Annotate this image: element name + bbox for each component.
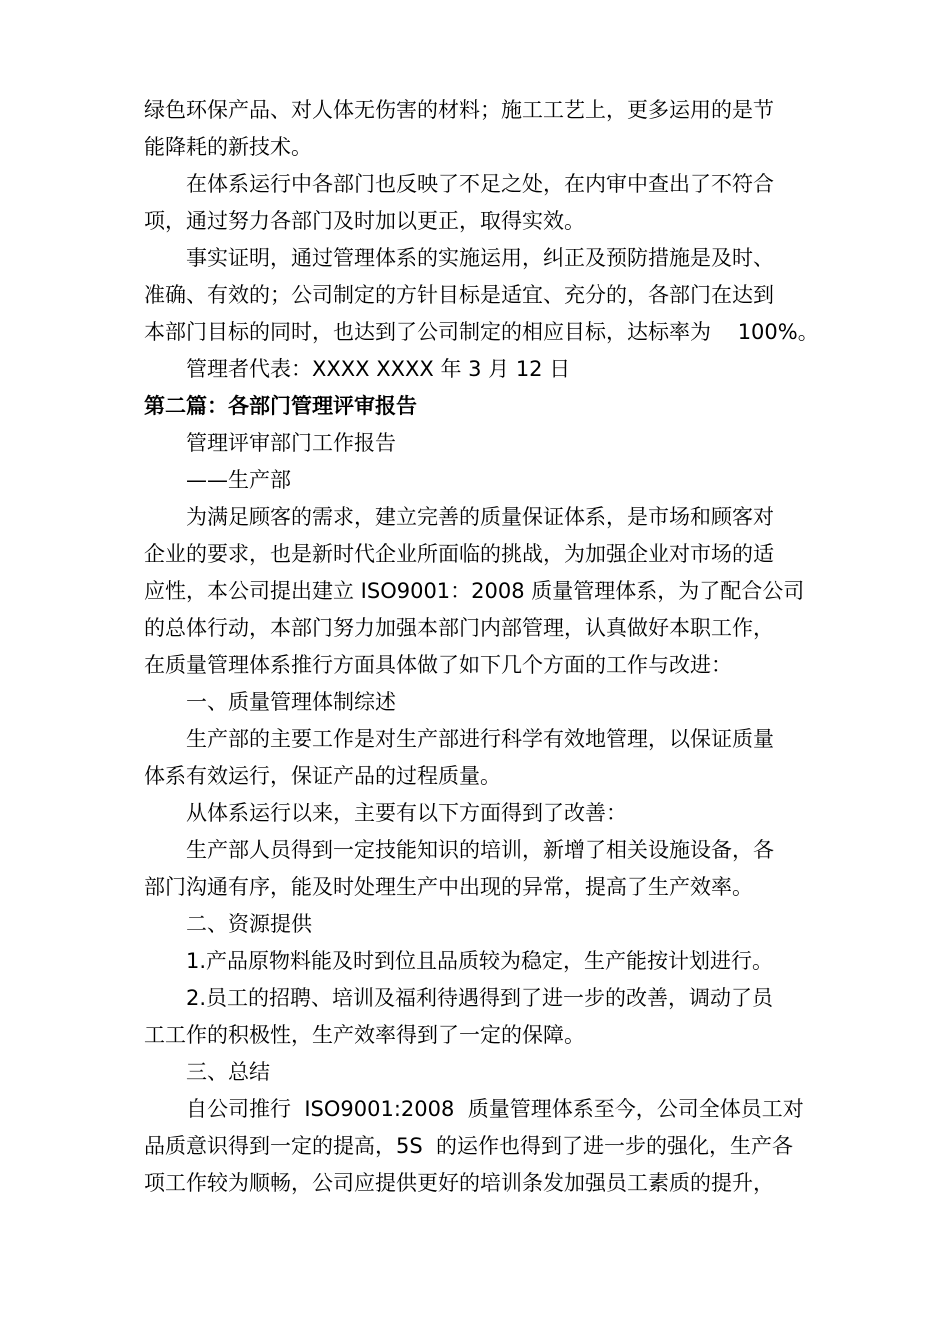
text-line: 在体系运行中各部门也反映了不足之处，在内审中查出了不符合 (186, 172, 774, 196)
text-line: 事实证明，通过管理体系的实施运用，纠正及预防措施是及时、 (186, 246, 774, 270)
text-line: 本部门目标的同时，也达到了公司制定的相应目标，达标率为 100%。 (144, 320, 819, 344)
list-item: 1.产品原物料能及时到位且品质较为稳定，生产能按计划进行。 (186, 949, 774, 973)
text-line: 从体系运行以来，主要有以下方面得到了改善： (186, 801, 627, 825)
text-line: 部门沟通有序，能及时处理生产中出现的异常，提高了生产效率。 (144, 875, 753, 899)
section-heading: 第二篇：各部门管理评审报告 (144, 394, 417, 418)
list-item: 2.员工的招聘、培训及福利待遇得到了进一步的改善，调动了员 (186, 986, 774, 1010)
subsection-heading: 二、资源提供 (186, 912, 312, 936)
report-subtitle: ——生产部 (186, 468, 291, 492)
text-line: 生产部的主要工作是对生产部进行科学有效地管理，以保证质量 (186, 727, 774, 751)
subsection-heading: 一、质量管理体制综述 (186, 690, 396, 714)
signature-line: 管理者代表：XXXX XXXX 年 3 月 12 日 (186, 357, 571, 381)
text-line: 能降耗的新技术。 (144, 135, 312, 159)
text-line: 体系有效运行，保证产品的过程质量。 (144, 764, 501, 788)
report-title: 管理评审部门工作报告 (186, 431, 396, 455)
text-line: 项，通过努力各部门及时加以更正，取得实效。 (144, 209, 585, 233)
text-line: 企业的要求，也是新时代企业所面临的挑战，为加强企业对市场的适 (144, 542, 774, 566)
text-line: 自公司推行 ISO9001:2008 质量管理体系至今，公司全体员工对 (186, 1097, 804, 1121)
text-line: 品质意识得到一定的提高，5S 的运作也得到了进一步的强化，生产各 (144, 1134, 794, 1158)
subsection-heading: 三、总结 (186, 1060, 270, 1084)
text-line: 绿色环保产品、对人体无伤害的材料；施工工艺上，更多运用的是节 (144, 98, 774, 122)
text-line: 生产部人员得到一定技能知识的培训，新增了相关设施设备，各 (186, 838, 774, 862)
text-line: 的总体行动，本部门努力加强本部门内部管理，认真做好本职工作， (144, 616, 774, 640)
text-line: 应性，本公司提出建立 ISO9001：2008 质量管理体系，为了配合公司 (144, 579, 805, 603)
text-line: 为满足顾客的需求，建立完善的质量保证体系，是市场和顾客对 (186, 505, 774, 529)
text-line: 项工作较为顺畅，公司应提供更好的培训条发加强员工素质的提升， (144, 1171, 774, 1195)
text-line: 在质量管理体系推行方面具体做了如下几个方面的工作与改进： (144, 653, 732, 677)
text-line: 工工作的积极性，生产效率得到了一定的保障。 (144, 1023, 585, 1047)
document-page (144, 92, 819, 1202)
text-line: 准确、有效的；公司制定的方针目标是适宜、充分的，各部门在达到 (144, 283, 774, 307)
